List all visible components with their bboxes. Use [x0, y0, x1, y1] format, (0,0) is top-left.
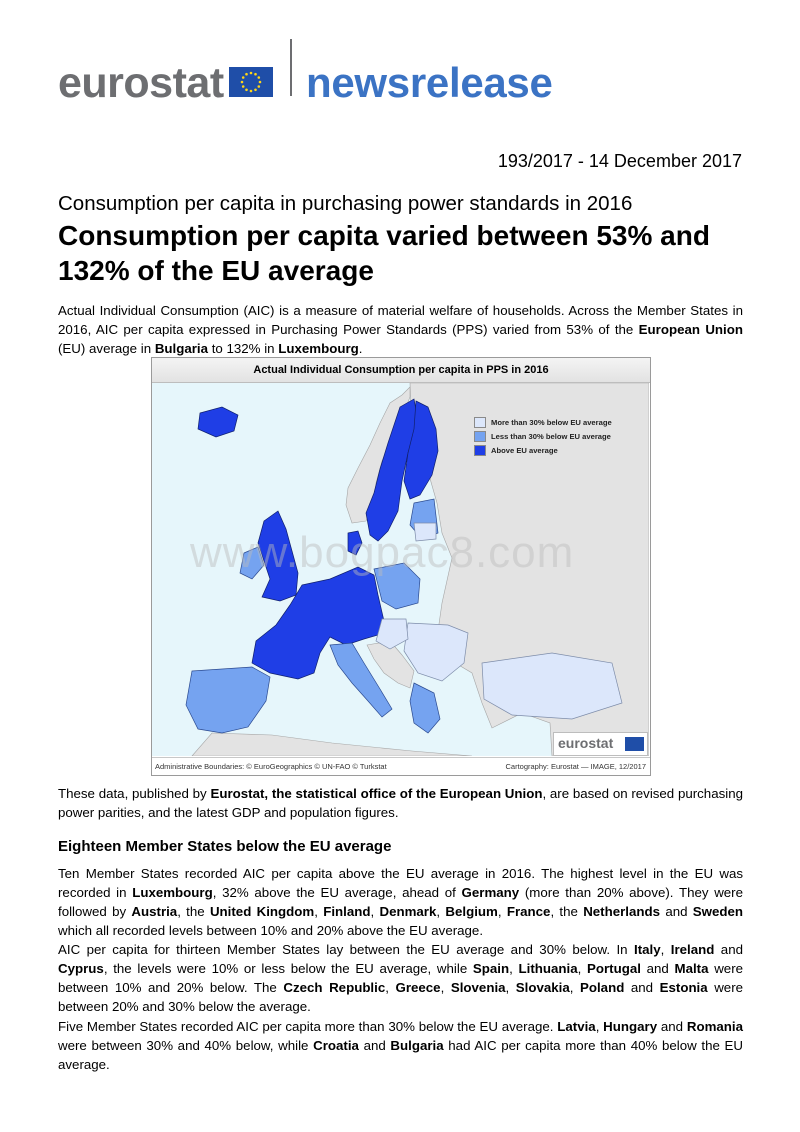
- map-eu-flag-icon: [625, 737, 644, 751]
- map-logo-text: eurostat: [558, 735, 614, 751]
- source-paragraph: These data, published by Eurostat, the statistical office of the European Union, are based on revised purchasing power parities, and the latest GDP and population figures.: [58, 786, 743, 820]
- eurostat-logo-text: eurostat: [58, 59, 224, 107]
- legend-swatch-above-eu-average: [474, 445, 486, 456]
- intro-paragraph: Actual Individual Consumption (AIC) is a measure of material welfare of households. Across the Member States in 2016, AIC per capita expressed in Purchasing Power Standards (PPS) varied from 53% of the European Union (EU) average in Bulgaria to 132% in Luxembourg.: [58, 303, 743, 356]
- page-subtitle: Consumption per capita in purchasing power standards in 2016: [58, 192, 633, 215]
- paragraph-below-average: AIC per capita for thirteen Member States lay between the EU average and 30% below. In Italy, Ireland and Cyprus, the levels were 10% or less below the EU average, while Spain, Lithuania, Portugal and Malta were between 10% and 20% below. The Czech Republic, Greece, Slovenia, Slovakia, Poland and Estonia were between 20% and 30% below the average.: [58, 942, 744, 1014]
- legend-swatch-more-than-30-below: [474, 417, 486, 428]
- section-heading: Eighteen Member States below the EU average: [58, 838, 392, 855]
- map-attribution: Administrative Boundaries: © EuroGeographics © UN-FAO © Turkstat: [155, 762, 387, 771]
- release-number-date: 193/2017 - 14 December 2017: [497, 151, 742, 171]
- page-title: Consumption per capita varied between 53% and 132% of the EU average: [58, 220, 710, 286]
- paragraph-above-average: Ten Member States recorded AIC per capita above the EU average in 2016. The highest level in the EU was recorded in Luxembourg, 32% above the EU average, ahead of Germany (more than 20% above). They were followed by Austria, the United Kingdom, Finland, Denmark, Belgium, France, the Netherlands and Sweden which all recorded levels between 10% and 20% above the EU average.: [58, 866, 744, 938]
- map-cartography: Cartography: Eurostat — IMAGE, 12/2017: [505, 762, 646, 771]
- turkey-region: [482, 653, 622, 719]
- watermark: www.bogpac8.com: [190, 528, 575, 577]
- eu-flag-icon: [229, 67, 273, 97]
- newsrelease-logo-text: newsrelease: [306, 59, 553, 106]
- map-eurostat-logo: [553, 732, 648, 756]
- legend-label-more-than-30-below: More than 30% below EU average: [491, 418, 612, 427]
- map-title: Actual Individual Consumption per capita in PPS in 2016: [152, 358, 650, 383]
- legend-swatch-less-than-30-below: [474, 431, 486, 442]
- map-footer: [152, 757, 650, 775]
- legend-label-less-than-30-below: Less than 30% below EU average: [491, 432, 611, 441]
- legend-label-above-eu-average: Above EU average: [491, 446, 558, 455]
- paragraph-far-below-average: Five Member States recorded AIC per capita more than 30% below the EU average. Latvia, Hungary and Romania were between 30% and 40% below, while Croatia and Bulgaria had AIC per capita more than 40% below the EU average.: [58, 1019, 743, 1072]
- header-divider: [290, 39, 292, 96]
